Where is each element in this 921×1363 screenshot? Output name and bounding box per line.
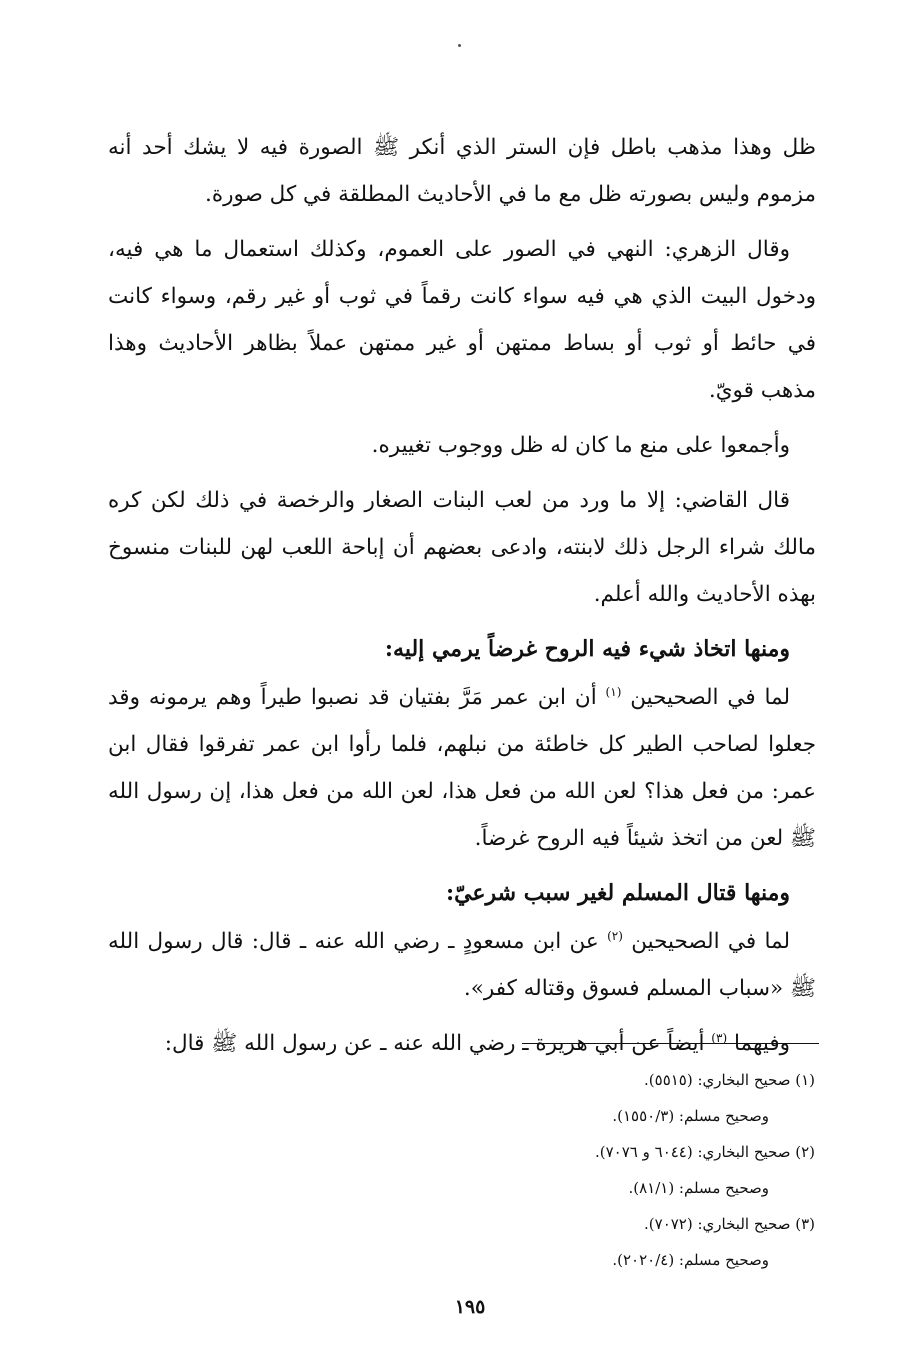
paragraph-2: وقال الزهري: النهي في الصور على العموم، وكذلك استعمال ما هي فيه، ودخول البيت الذي هي فيه سواء كانت رقماً في ثوب أو غير رقم، وسواء كانت في حائط أو ثوب أو بساط ممتهن أو غير ممتهن عملاً بظاهر الأحاديث وهذا مذهب قويّ. [108, 237, 816, 403]
section-heading-2: ومنها قتال المسلم لغير سبب شرعيّ: [445, 880, 790, 906]
footnote-ref-3: (٣) [711, 1030, 728, 1045]
paragraph-6-lead: لما في الصحيحين [622, 929, 790, 954]
page-number: ١٩٥ [454, 1296, 486, 1318]
footnote-2-bukhari: (٢) صحيح البخاري: (٦٠٤٤ و ٧٠٧٦). [595, 1143, 815, 1161]
top-mark [458, 44, 461, 47]
footnote-1-muslim: وصحيح مسلم: (١٥٥٠/٣). [612, 1107, 769, 1125]
paragraph-5 [108, 674, 816, 862]
paragraph-6-body: عن ابن مسعودٍ ـ رضي الله عنه ـ قال: قال رسول الله ﷺ «سباب المسلم فسوق وقتاله كفر». [108, 929, 816, 1001]
footnote-3-bukhari: (٣) صحيح البخاري: (٧٠٧٢). [644, 1215, 815, 1233]
footnote-divider [522, 1043, 819, 1044]
paragraph-7-body: أيضاً عن أبي هريرة ـ رضي الله عنه ـ عن رسول الله ﷺ قال: [164, 1031, 712, 1056]
footnote-ref-2: (٢) [607, 928, 623, 943]
paragraph-5-lead: لما في الصحيحين [621, 685, 790, 710]
paragraph-4: قال القاضي: إلا ما ورد من لعب البنات الصغار والرخصة في ذلك لكن كره مالك شراء الرجل ذلك لابنته، وادعى بعضهم أن إباحة اللعب لهن للبنات منسوخ بهذه الأحاديث والله أعلم. [108, 488, 816, 607]
section-heading-1: ومنها اتخاذ شيء فيه الروح غرضاً يرمي إليه: [384, 636, 790, 662]
footnote-3-muslim: وصحيح مسلم: (٢٠٢٠/٤). [612, 1251, 769, 1269]
footnote-2-muslim: وصحيح مسلم: (٨١/١). [628, 1179, 769, 1197]
footnotes [420, 1062, 815, 1278]
footnote-ref-1: (١) [605, 684, 622, 699]
paragraph-1: ظل وهذا مذهب باطل فإن الستر الذي أنكر ﷺ الصورة فيه لا يشك أحد أنه مزموم وليس بصورته ظل مع ما في الأحاديث المطلقة في كل صورة. [108, 135, 816, 207]
footnote-1-bukhari: (١) صحيح البخاري: (٥٥١٥). [644, 1071, 815, 1089]
paragraph-5-body: أن ابن عمر مَرَّ بفتيان قد نصبوا طيراً وهم يرمونه وقد جعلوا لصاحب الطير كل خاطئة من نبلهم، فلما رأوا ابن عمر تفرقوا فقال ابن عمر: من فعل هذا؟ لعن الله من فعل هذا، لعن الله من فعل هذا، إن رسول الله ﷺ لعن من اتخذ شيئاً فيه الروح غرضاً. [108, 685, 816, 851]
main-text [108, 124, 816, 1075]
paragraph-3: وأجمعوا على منع ما كان له ظل ووجوب تغييره. [371, 433, 790, 458]
paragraph-6 [108, 918, 816, 1012]
paragraph-7-lead: وفيهما [727, 1031, 790, 1056]
